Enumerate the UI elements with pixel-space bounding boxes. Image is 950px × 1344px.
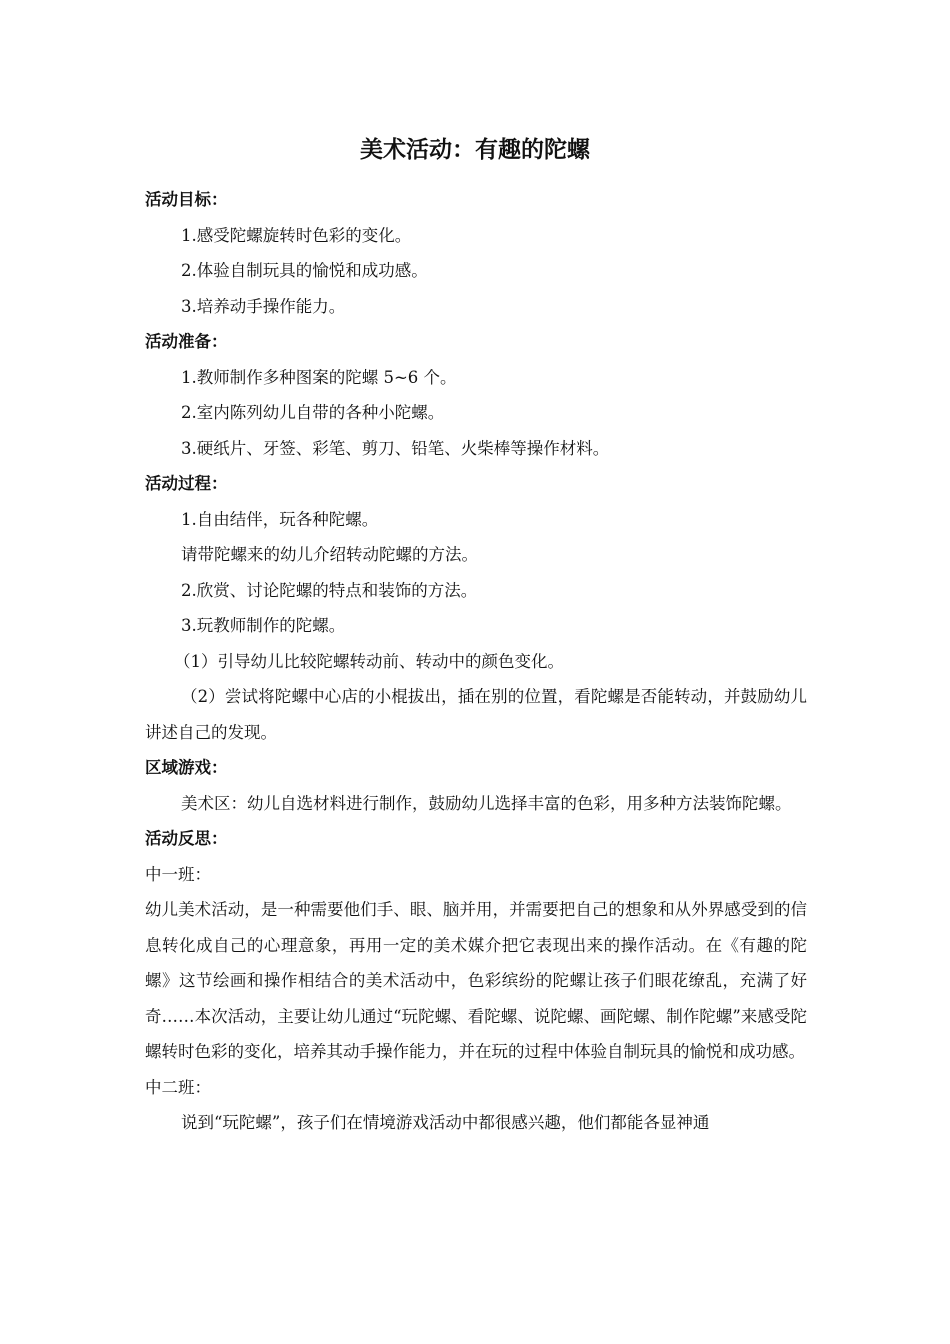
document-title: 美术活动：有趣的陀螺 bbox=[360, 137, 590, 163]
goal-item: 3.培养动手操作能力。 bbox=[181, 296, 346, 316]
goal-item: 2.体验自制玩具的愉悦和成功感。 bbox=[181, 261, 428, 280]
process-item: （1）引导幼儿比较陀螺转动前、转动中的颜色变化。 bbox=[174, 651, 564, 671]
prep-item: 2.室内陈列幼儿自带的各种小陀螺。 bbox=[181, 403, 445, 422]
class1-text: 幼儿美术活动，是一种需要他们手、眼、脑并用，并需要把自己的想象和从外界感受到的信息转化成自己的心理意象，再用一定的美术媒介把它表现出来的操作活动。在《有趣的陀螺》这节绘画和操作相结合的美术活动中，色彩缤纷的陀螺让孩子们眼花缭乱，充满了好奇……本次活动，主要让幼儿通过“玩陀螺、看陀螺、说陀螺、画陀螺、制作陀螺”来感受陀螺转时色彩的变化，培养其动手操作能力，并在玩的过程中体验自制玩具的愉悦和成功感。 bbox=[145, 900, 807, 1061]
prep-item: 3.硬纸片、牙签、彩笔、剪刀、铅笔、火柴棒等操作材料。 bbox=[181, 438, 610, 458]
class1-label: 中一班： bbox=[145, 864, 211, 884]
prep-item: 1.教师制作多种图案的陀螺 5~6 个。 bbox=[181, 367, 457, 387]
process-item: （2）尝试将陀螺中心店的小棍拔出，插在别的位置，看陀螺是否能转动，并鼓励幼儿讲述自己的发现。 bbox=[145, 687, 807, 742]
section-heading-area: 区域游戏： bbox=[145, 758, 228, 777]
process-item: 请带陀螺来的幼儿介绍转动陀螺的方法。 bbox=[181, 545, 478, 564]
document-body bbox=[145, 182, 807, 1141]
process-item: 3.玩教师制作的陀螺。 bbox=[181, 616, 346, 635]
section-heading-goals: 活动目标： bbox=[145, 190, 228, 209]
process-item: 1.自由结伴，玩各种陀螺。 bbox=[181, 509, 379, 529]
section-heading-prep: 活动准备： bbox=[145, 332, 228, 351]
process-item: 2.欣赏、讨论陀螺的特点和装饰的方法。 bbox=[181, 580, 478, 600]
section-heading-reflection: 活动反思： bbox=[145, 829, 228, 848]
area-text: 美术区：幼儿自选材料进行制作，鼓励幼儿选择丰富的色彩，用多种方法装饰陀螺。 bbox=[181, 793, 792, 813]
class2-label: 中二班： bbox=[145, 1077, 211, 1097]
class2-text: 说到“玩陀螺”，孩子们在情境游戏活动中都很感兴趣，他们都能各显神通 bbox=[181, 1113, 710, 1132]
goal-item: 1.感受陀螺旋转时色彩的变化。 bbox=[181, 225, 412, 245]
section-heading-process: 活动过程： bbox=[145, 474, 228, 493]
